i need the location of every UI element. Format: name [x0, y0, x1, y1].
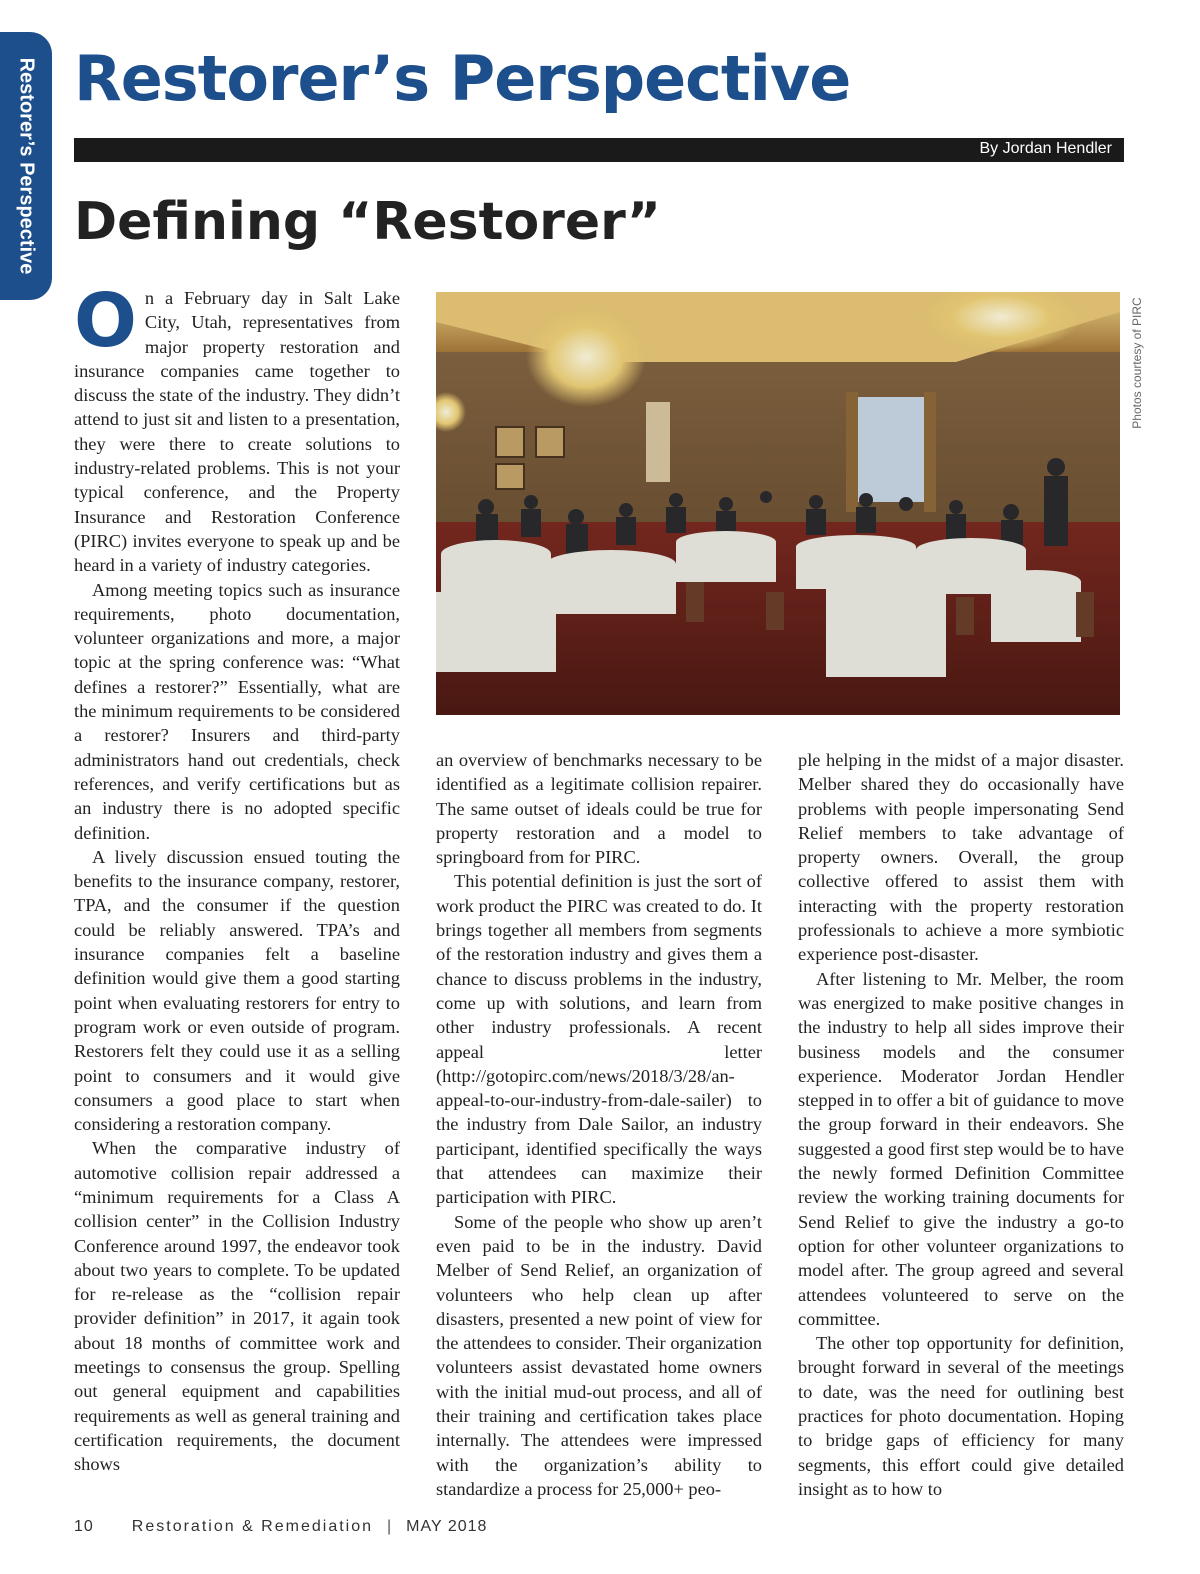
byline: By Jordan Hendler [979, 140, 1112, 157]
page-footer [74, 1518, 487, 1536]
photo-credit: Photos courtesy of PIRC [1130, 297, 1144, 429]
article-column-2 [436, 748, 762, 1501]
article-column-1 [74, 278, 400, 1477]
article-column-3 [798, 748, 1124, 1501]
section-title: Restorer’s Perspective [74, 42, 851, 115]
article-paragraph: Among meeting topics such as insurance requirements, photo documentation, volunteer organizations and more, a major topic at the spring conference was: “What defines a restorer?” Essentially, what are the minimum requirements to be considered a restorer? Insurers and third-party administrators hand out credentials, check references, and verify certifications but as an industry there is no adopted specific definition. [74, 579, 400, 843]
article-paragraph: ple helping in the midst of a major disaster. Melber shared they do occasionally have problems with people impersonating Send Relief members to take advantage of property owners. Overall, the group collective offered to assist them with interacting with the property restoration professionals to achieve a more symbiotic experience post-disaster. [798, 750, 1124, 965]
article-paragraph: Some of the people who show up aren’t even paid to be in the industry. David Melber of Send Relief, an organization of volunteers who help clean up after disasters, presented a new point of view for the attendees to consider. Their organization volunteers assist devastated home owners with the initial mud-out process, and all of their training and certification takes place internally. The attendees were impressed with the organization’s ability to standardize a process for 25,000+ peo- [436, 1211, 762, 1499]
article-paragraph: After listening to Mr. Melber, the room was energized to make positive changes in the industry to help all sides improve their business models and the consumer experience. Moderator Jordan Hendler stepped in to offer a bit of guidance to move the group forward in their endeavors. She suggested a good first step would be to have the newly formed Definition Committee review the working training documents for Send Relief to give the industry a go-to option for other volunteer organizations to model after. The group agreed and several attendees volunteered to serve on the committee. [798, 968, 1125, 1329]
drop-cap: O [74, 278, 137, 364]
issue-date: MAY 2018 [406, 1518, 488, 1535]
conference-photo [436, 292, 1120, 715]
footer-separator: | [387, 1518, 393, 1535]
byline-bar [74, 138, 1124, 162]
page-number: 10 [74, 1518, 94, 1535]
article-paragraph: When the comparative industry of automotive collision repair addressed a “minimum requirements for a Class A collision center” in the Collision Industry Conference around 1997, the endeavor took about two years to complete. To be updated for re-release as the “collision repair provider definition” in 2017, it again took about 18 months of committee work and meetings to consensus the group. Spelling out general equipment and capabilities requirements as well as general training and certification requirements, the document shows [74, 1138, 400, 1475]
article-paragraph: A lively discussion ensued touting the benefits to the insurance company, restorer, TPA, and the consumer if the question could be reliably answered. TPA’s and insurance companies felt a baseline definition would give them a good starting point when evaluating restorers for entry to program work or even outside of program. Restorers felt they could use it as a selling point to consumers and it would give consumers a good place to start when considering a restoration company. [74, 846, 400, 1135]
section-side-tab [0, 32, 52, 300]
article-headline: Defining “Restorer” [74, 192, 661, 252]
article-paragraph: The other top opportunity for definition, brought forward in several of the meetings to date, was the need for outlining best practices for photo documentation. Hoping to bridge gaps of efficiency for many segments, this effort could give detailed insight as to how to [798, 1333, 1124, 1499]
publication-name: Restoration & Remediation [131, 1518, 374, 1535]
side-tab-label: Restorer’s Perspective [15, 57, 38, 275]
article-paragraph: On a February day in Salt Lake City, Utah, representatives from major property restoration and insurance companies came together to discuss the state of the industry. They didn’t attend to just sit and listen to a presentation, they were there to create solutions to industry-related problems. This is not your typical conference, and the Property Insurance and Restoration Conference (PIRC) invites everyone to speak up and be heard in a variety of industry categories. [74, 278, 400, 576]
article-paragraph: an overview of benchmarks necessary to be identified as a legitimate collision repairer. The same outset of ideals could be true for property restoration and a model to springboard from for PIRC. [436, 750, 762, 868]
article-paragraph: This potential definition is just the sort of work product the PIRC was created to do. It brings together all members from segments of the restoration industry and gives them a chance to discuss problems in the industry, come up with solutions, and learn from other industry professionals. A recent appeal letter (http://gotopirc.com/news/2018/3/28/an-appeal-to-our-industry-from-dale-sailer) to the industry from Dale Sailor, an industry participant, identified specifically the ways that attendees can maximize their participation with PIRC. [436, 871, 762, 1208]
